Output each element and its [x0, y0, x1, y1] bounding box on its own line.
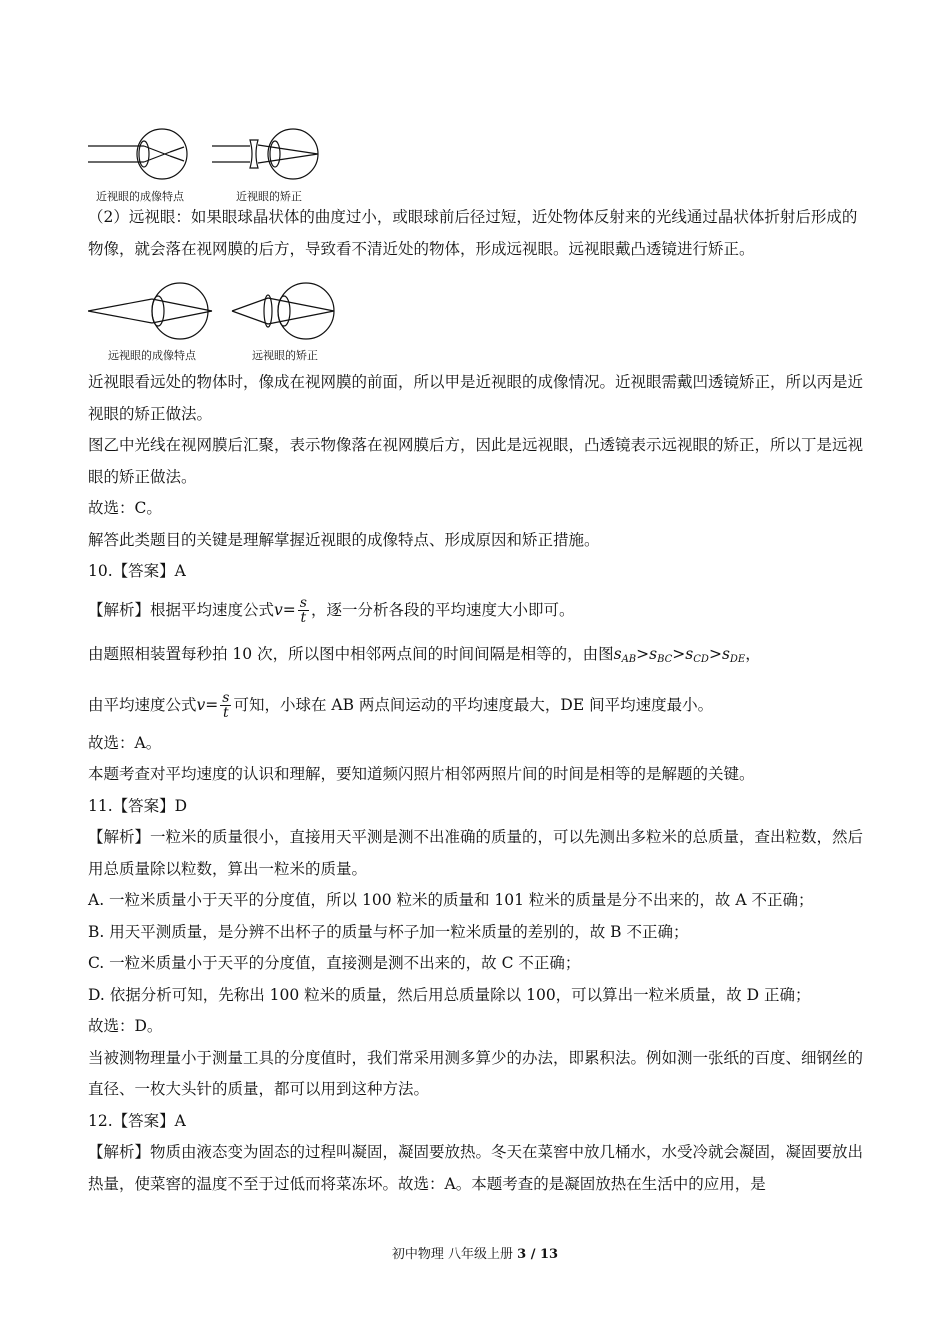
q10-note: 本题考查对平均速度的认识和理解，要知道频闪照片相邻两照片间的时间是相等的是解题的关键。 — [88, 765, 755, 783]
myopia-figure — [88, 120, 864, 206]
q10-conclusion-pre: 由平均速度公式 — [88, 695, 197, 714]
myopia-diagram — [88, 120, 348, 206]
page-number: 3 / 13 — [517, 1247, 559, 1262]
gt-3: > — [708, 644, 722, 663]
gt-2: > — [672, 644, 686, 663]
sub-cd: CD — [693, 653, 709, 665]
formula-v-2: v — [196, 695, 206, 714]
q11-option-d: D. 依据分析可知，先称出 100 粒米的质量，然后用总质量除以 100，可以算出一粒米质量，故 D 正确； — [88, 985, 811, 1004]
formula-v: v — [274, 600, 283, 619]
paragraph-myopia-analysis: 近视眼看远处的物体时，像成在视网膜的前面，所以甲是近视眼的成像情况。近视眼需戴凹透镜矫正，所以丙是近视眼的矫正做法。 — [88, 373, 864, 423]
s-bc: s — [649, 644, 658, 663]
s-de: s — [721, 644, 730, 663]
q10-conclusion-post: 可知，小球在 AB 两点间运动的平均速度最大，DE 间平均速度最小。 — [233, 695, 714, 714]
hyperopia-caption-right: 远视眼的矫正 — [252, 349, 318, 362]
fraction-numerator: s — [299, 595, 307, 611]
gt-1: > — [636, 644, 650, 663]
sub-ab: AB — [621, 653, 637, 665]
q10-conclusion — [88, 682, 864, 728]
q9-choice: 故选：C。 — [88, 499, 162, 517]
q10-analysis-post: ，逐一分析各段的平均速度大小即可。 — [310, 600, 575, 619]
speed-fraction-2 — [220, 691, 231, 720]
formula-eq-2: = — [205, 695, 219, 714]
q10-comparison — [88, 632, 864, 682]
paragraph-hyperopia-analysis: 图乙中光线在视网膜后汇聚，表示物像落在视网膜后方，因此是远视眼，凸透镜表示远视眼的矫正，所以丁是远视眼的矫正做法。 — [88, 436, 864, 486]
q12-answer: 12.【答案】A — [88, 1111, 186, 1130]
fraction-denominator-2: t — [223, 705, 229, 721]
hyperopia-figure — [88, 275, 864, 367]
q11-option-b: B. 用天平测质量，是分辨不出杯子的质量与杯子加一粒米质量的差别的，故 B 不正确； — [88, 922, 689, 941]
q10-analysis-pre: 【解析】根据平均速度公式 — [88, 600, 275, 619]
q11-analysis: 【解析】一粒米的质量很小，直接用天平测是测不出准确的质量的，可以先测出多粒米的总质量，查出粒数，然后用总质量除以粒数，算出一粒米的质量。 — [88, 828, 864, 878]
paragraph-hyperopia-desc: （2）远视眼：如果眼球晶状体的曲度过小，或眼球前后径过短，近处物体反射来的光线通过晶状体折射后形成的物像，就会落在视网膜的后方，导致看不清近处的物体，形成远视眼。远视眼戴凸透镜进行矫正。 — [88, 208, 858, 258]
q10-analysis — [88, 588, 864, 632]
footer-text: 初中物理 八年级上册 — [391, 1247, 518, 1262]
document-page — [88, 120, 864, 1200]
q12-analysis: 【解析】物质由液态变为固态的过程叫凝固，凝固要放热。冬天在菜窖中放几桶水，水受冷就会凝固，凝固要放出热量，使菜窖的温度不至于过低而将菜冻坏。故选：A。本题考查的是凝固放热在生活中的应用，是 — [88, 1143, 864, 1193]
hyperopia-diagram — [88, 275, 348, 365]
q10-comparison-pre: 由题照相装置每秒拍 10 次，所以图中相邻两点间的时间间隔是相等的，由图 — [88, 644, 614, 663]
q11-option-c: C. 一粒米质量小于天平的分度值，直接测是测不出来的，故 C 不正确； — [88, 954, 581, 972]
formula-eq: = — [282, 600, 296, 619]
myopia-caption-left: 近视眼的成像特点 — [96, 190, 184, 203]
sub-de: DE — [729, 653, 746, 665]
fraction-denominator: t — [300, 610, 307, 626]
q9-note: 解答此类题目的关键是理解掌握近视眼的成像特点、形成原因和矫正措施。 — [88, 530, 600, 549]
speed-fraction — [298, 596, 309, 625]
hyperopia-caption-left: 远视眼的成像特点 — [108, 349, 196, 362]
sub-bc: BC — [657, 653, 673, 665]
myopia-caption-right: 近视眼的矫正 — [236, 190, 302, 203]
s-cd: s — [685, 644, 694, 663]
q11-option-a: A. 一粒米质量小于天平的分度值，所以 100 粒米的质量和 101 粒米的质量是分不出来的，故 A 不正确； — [88, 891, 814, 909]
q10-answer: 10.【答案】A — [88, 562, 186, 580]
comparison-end: ， — [745, 644, 761, 663]
q11-note: 当被测物理量小于测量工具的分度值时，我们常采用测多算少的办法，即累积法。例如测一张纸的百度、细钢丝的直径、一枚大头针的质量，都可以用到这种方法。 — [88, 1048, 864, 1098]
q11-choice: 故选：D。 — [88, 1017, 163, 1035]
fraction-numerator-2: s — [222, 690, 230, 706]
s-ab: s — [613, 644, 622, 663]
page-footer — [0, 1243, 950, 1262]
q11-answer: 11.【答案】D — [88, 796, 188, 815]
q10-choice: 故选：A。 — [88, 733, 162, 752]
